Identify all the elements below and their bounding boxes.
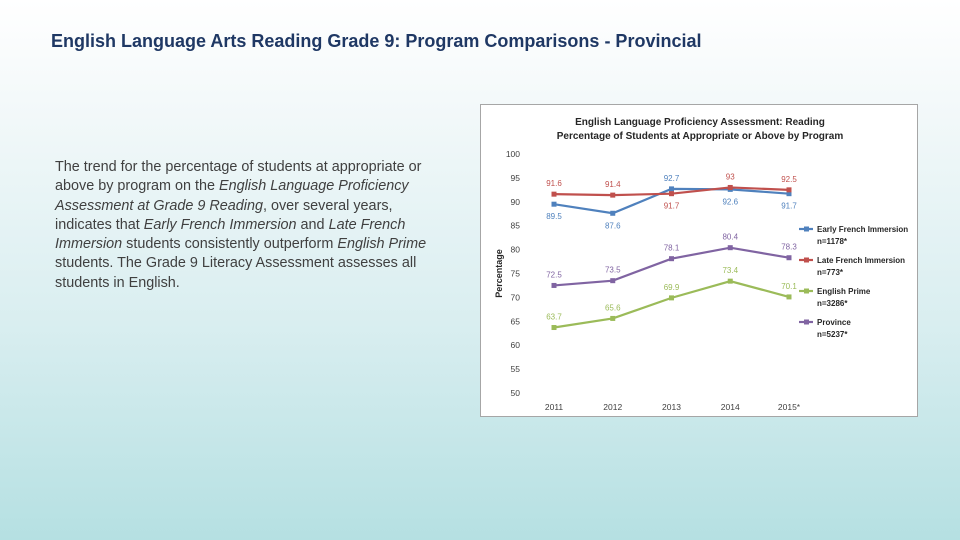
chart-container: [480, 104, 918, 417]
y-tick-label: 80: [510, 244, 520, 255]
data-point: [552, 192, 557, 197]
y-tick-label: 60: [510, 340, 520, 351]
line-chart: [481, 105, 919, 418]
chart-subtitle: Percentage of Students at Appropriate or Above by Program: [556, 131, 844, 142]
data-label: 89.5: [546, 212, 562, 222]
body-text-run: students. The Grade 9 Literacy Assessment assesses all students in English.: [55, 255, 417, 291]
data-point: [787, 255, 792, 260]
x-tick-label: 2011: [544, 402, 564, 412]
data-label: 93: [725, 172, 735, 182]
data-point: [669, 256, 674, 261]
legend-label: Late French Immersion: [817, 256, 906, 265]
data-label: 78.3: [781, 242, 797, 252]
y-tick-label: 55: [510, 364, 520, 375]
series-line: [554, 248, 789, 286]
data-label: 78.1: [663, 243, 680, 253]
data-label: 87.6: [604, 221, 621, 231]
x-tick-label: 2015*: [777, 402, 801, 412]
legend-label: Early French Immersion: [817, 225, 909, 234]
data-point: [669, 295, 674, 300]
data-point: [728, 279, 733, 284]
x-tick-label: 2014: [720, 402, 740, 412]
legend-marker: [804, 320, 809, 325]
y-tick-label: 100: [505, 149, 520, 159]
legend-marker: [804, 289, 809, 294]
data-point: [728, 185, 733, 190]
data-point: [552, 283, 557, 288]
data-label: 91.6: [546, 179, 562, 189]
data-point: [610, 211, 615, 216]
data-label: 91.4: [604, 180, 621, 190]
data-point: [552, 202, 557, 207]
data-label: 91.7: [781, 201, 797, 211]
legend-note: n=773*: [817, 268, 844, 277]
data-point: [669, 191, 674, 196]
slide-title: English Language Arts Reading Grade 9: Program Comparisons - Provincial: [51, 31, 702, 51]
data-point: [669, 186, 674, 191]
legend-note: n=5237*: [817, 330, 848, 339]
legend-marker: [804, 258, 809, 263]
data-point: [728, 245, 733, 250]
data-label: 92.5: [781, 174, 797, 184]
y-tick-label: 85: [510, 220, 520, 231]
slide-body-text: [55, 158, 450, 293]
data-point: [787, 294, 792, 299]
body-text-run: , over several years, indicates that: [55, 197, 393, 233]
y-tick-label: 75: [510, 268, 520, 279]
data-label: 63.7: [546, 312, 562, 322]
y-tick-label: 50: [510, 388, 520, 398]
chart-title: English Language Proficiency Assessment: Reading: [575, 117, 825, 128]
data-label: 65.6: [604, 303, 621, 313]
y-axis-label: Percentage: [494, 249, 504, 298]
legend-note: n=1178*: [817, 237, 848, 246]
data-point: [610, 193, 615, 198]
legend-label: Province: [817, 318, 851, 327]
data-label: 73.5: [604, 265, 621, 275]
legend-marker: [804, 227, 809, 232]
body-text-run: Late French Immersion: [55, 216, 406, 253]
y-tick-label: 95: [510, 172, 520, 183]
legend-label: English Prime: [817, 287, 871, 296]
data-point: [787, 187, 792, 192]
data-label: 92.7: [663, 173, 680, 183]
x-tick-label: 2013: [662, 402, 681, 412]
legend-note: n=3286*: [817, 299, 848, 308]
x-tick-label: 2012: [603, 402, 623, 412]
data-point: [610, 316, 615, 321]
data-label: 70.1: [781, 281, 797, 291]
data-point: [610, 278, 615, 283]
data-label: 92.6: [722, 197, 739, 207]
y-tick-label: 65: [510, 316, 520, 327]
body-text-run: and: [296, 216, 329, 233]
y-tick-label: 70: [510, 292, 520, 303]
body-text-run: The trend for the percentage of students at appropriate or above by program on the: [55, 159, 422, 195]
body-text-run: Early French Immersion: [143, 216, 297, 233]
y-tick-label: 90: [510, 196, 520, 207]
data-label: 69.9: [663, 282, 680, 292]
data-point: [552, 325, 557, 330]
data-label: 72.5: [546, 270, 562, 280]
body-text-run: English Language Proficiency Assessment at Grade 9 Reading: [55, 178, 409, 214]
data-label: 91.7: [663, 201, 680, 211]
body-text-run: students consistently outperform: [122, 236, 338, 253]
data-label: 80.4: [722, 232, 739, 242]
body-text-run: English Prime: [337, 236, 427, 253]
data-label: 73.4: [722, 266, 739, 276]
